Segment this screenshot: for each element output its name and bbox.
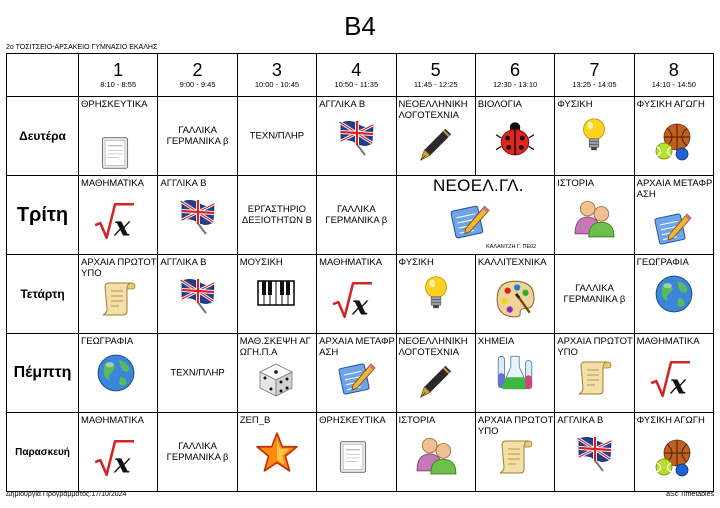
lesson-name: ΜΑΘ.ΣΚΕΨΗ ΑΓΩΓΗ.Π.Α [239,336,311,358]
lesson-cell [555,334,634,413]
notepad-pencil-icon [653,208,693,248]
lesson-cell [634,97,713,176]
day-row-wednesday [7,255,714,334]
lesson-name: ΑΡΧΑΙΑ ΜΕΤΑΦΡΑΣΗ [319,336,395,358]
day-row-monday [7,97,714,176]
lesson-name: ΤΕΧΝ/ΠΛΗΡ [249,130,305,142]
scroll-icon [97,279,137,319]
lesson-name: ΜΑΘΗΜΑΤΙΚΑ [81,178,144,189]
brand-label: aSc Timetables [666,491,714,498]
lesson-name: ΦΥΣΙΚΗ [398,257,434,268]
lesson-cell [555,255,634,334]
lesson-cell [79,97,158,176]
lesson-name: ΓΕΩΓΡΑΦΙΑ [636,257,689,268]
lightbulb-icon [417,273,455,311]
lesson-cell [158,413,237,492]
lesson-name: ΝΕΟΕΛΛΗΝΙΚΗ ΛΟΓΟΤΕΧΝΙΑ [398,336,468,358]
period-header: 7 13:25 - 14:05 [555,54,634,97]
people-icon [415,433,457,475]
day-label: Τρίτη [7,176,79,255]
lesson-name: ΚΑΛΛΙΤΕΧΝΙΚΑ [477,257,547,268]
lesson-cell [79,255,158,334]
lesson-name: ΤΕΧΝ/ΠΛΗΡ [170,367,225,379]
day-label: Τετάρτη [7,255,79,334]
period-header: 4 10:50 - 11:35 [317,54,396,97]
uk-flag-icon [335,117,375,157]
period-header: 5 11:45 - 12:25 [396,54,475,97]
lesson-name: ΜΑΘΗΜΑΤΙΚΑ [319,257,383,268]
lesson-cell [158,176,237,255]
lesson-cell [317,255,396,334]
period-header: 8 14:10 - 14:50 [634,54,713,97]
square-root-x-icon [331,279,373,321]
lesson-name: ΓΑΛΛΙΚΑ ΓΕΡΜΑΝΙΚΑ β [166,441,229,463]
lesson-cell [396,97,475,176]
lesson-name: ΧΗΜΕΙΑ [477,336,515,347]
lesson-cell [79,176,158,255]
lesson-cell [555,413,634,492]
created-date: Δημιουργία Προγράμματος:17/10/2024 [6,491,127,498]
day-label: Πέμπτη [7,334,79,413]
lesson-cell [237,413,316,492]
lesson-name: ΑΡΧΑΙΑ ΠΡΩΤΟΤΥΠΟ [557,336,633,358]
day-label: Δευτέρα [7,97,79,176]
square-root-x-icon [93,437,135,479]
day-row-thursday [7,334,714,413]
scroll-icon [573,358,613,398]
star-icon [256,431,298,473]
lesson-name: ΑΓΓΛΙΚΑ Β [160,178,207,189]
uk-flag-icon [176,196,216,236]
book-icon [335,439,371,475]
lesson-name: ΜΟΥΣΙΚΗ [239,257,283,268]
lesson-name: ΦΥΣΙΚΗ ΑΓΩΓΗ [636,415,705,426]
book-icon [97,135,133,171]
flasks-icon [494,350,536,392]
lesson-cell [396,413,475,492]
lesson-cell [237,97,316,176]
lesson-name: ΑΡΧΑΙΑ ΜΕΤΑΦΡΑΣΗ [636,178,713,200]
lesson-name: ΜΑΘΗΜΑΤΙΚΑ [636,336,700,347]
lesson-name: ΒΙΟΛΟΓΙΑ [477,99,522,110]
lightbulb-icon [575,115,613,153]
lesson-name: ΑΓΓΛΙΚΑ Β [557,415,604,426]
period-header-row [7,54,714,97]
paint-palette-icon [494,277,536,319]
lesson-cell [237,334,316,413]
uk-flag-icon [176,275,216,315]
lesson-cell [317,334,396,413]
uk-flag-icon [573,433,613,473]
lesson-cell [555,97,634,176]
lesson-name: ΓΑΛΛΙΚΑ ΓΕΡΜΑΝΙΚΑ β [325,204,388,226]
class-title: B4 [344,11,376,41]
square-root-x-icon [93,200,135,242]
lesson-name: ΝΕΟΕΛΛΗΝΙΚΗ ΛΟΓΟΤΕΧΝΙΑ [398,99,468,121]
school-name: 2ο ΤΟΣΙΤΣΕΙΟ-ΑΡΣΑΚΕΙΟ ΓΥΜΝΑΣΙΟ ΕΚΑΛΗΣ [6,44,158,51]
period-header: 6 12:30 - 13:10 [475,54,554,97]
lesson-cell [634,413,713,492]
lesson-cell [634,255,713,334]
people-icon [573,196,615,238]
piano-keys-icon [256,273,296,313]
period-header: 2 9:00 - 9:45 [158,54,237,97]
fountain-pen-icon [415,125,453,163]
lesson-name: ΙΣΤΟΡΙΑ [398,415,436,426]
fountain-pen-icon [415,362,453,400]
lesson-cell [317,413,396,492]
sports-balls-icon [653,437,693,477]
lesson-cell [158,255,237,334]
lesson-name: ΑΡΧΑΙΑ ΠΡΩΤΟΤΥΠΟ [477,415,554,437]
lesson-name: ΑΓΓΛΙΚΑ Β [319,99,366,110]
ladybug-icon [494,117,536,159]
lesson-cell [317,97,396,176]
lesson-cell [396,334,475,413]
lesson-name: ΦΥΣΙΚΗ ΑΓΩΓΗ [636,99,705,110]
lesson-cell [317,176,396,255]
globe-icon [653,273,695,315]
lesson-name: ΕΡΓΑΣΤΗΡΙΟ ΔΕΞΙΟΤΗΤΩΝ Β [241,204,312,226]
lesson-cell [237,255,316,334]
timetable-grid [6,53,714,492]
lesson-cell [475,413,554,492]
lesson-name: ΑΡΧΑΙΑ ΠΡΩΤΟΤΥΠΟ [81,257,157,279]
notepad-pencil-icon [449,200,491,242]
lesson-name: ΑΓΓΛΙΚΑ Β [160,257,207,268]
lesson-cell [79,334,158,413]
lesson-cell [237,176,316,255]
lesson-name: ΘΡΗΣΚΕΥΤΙΚΑ [81,99,148,110]
lesson-cell [475,255,554,334]
day-label: Παρασκευή [7,413,79,492]
lesson-cell [634,334,713,413]
lesson-name: ΝΕΟΕΛ.ΓΛ. [432,176,524,195]
teacher-name: ΚΑΛΑΝΤΖΗ Γ. ΠΕ02 [486,244,537,250]
lesson-cell [475,97,554,176]
lesson-name: ΙΣΤΟΡΙΑ [557,178,595,189]
lesson-cell [158,334,237,413]
square-root-x-icon [649,358,691,400]
globe-icon [95,352,137,394]
scroll-icon [494,437,534,477]
lesson-name: ΓΕΩΓΡΑΦΙΑ [81,336,134,347]
lesson-name: ΜΑΘΗΜΑΤΙΚΑ [81,415,144,426]
period-header: 1 8:10 - 8:55 [79,54,158,97]
lesson-cell [475,334,554,413]
notepad-pencil-icon [337,358,377,398]
dice-icon [256,358,296,398]
day-row-tuesday [7,176,714,255]
sports-balls-icon [653,121,693,161]
lesson-cell [79,413,158,492]
lesson-cell [396,255,475,334]
period-header: 3 10:00 - 10:45 [237,54,316,97]
corner-cell [7,54,79,97]
day-row-friday [7,413,714,492]
lesson-cell-double [396,176,555,255]
lesson-cell [158,97,237,176]
lesson-cell [634,176,713,255]
lesson-name: ΓΑΛΛΙΚΑ ΓΕΡΜΑΝΙΚΑ β [563,283,626,305]
lesson-name: ΓΑΛΛΙΚΑ ΓΕΡΜΑΝΙΚΑ β [166,125,229,147]
lesson-name: ΦΥΣΙΚΗ [557,99,593,110]
lesson-name: ΖΕΠ_Β [239,415,271,426]
lesson-cell [555,176,634,255]
lesson-name: ΘΡΗΣΚΕΥΤΙΚΑ [319,415,386,426]
